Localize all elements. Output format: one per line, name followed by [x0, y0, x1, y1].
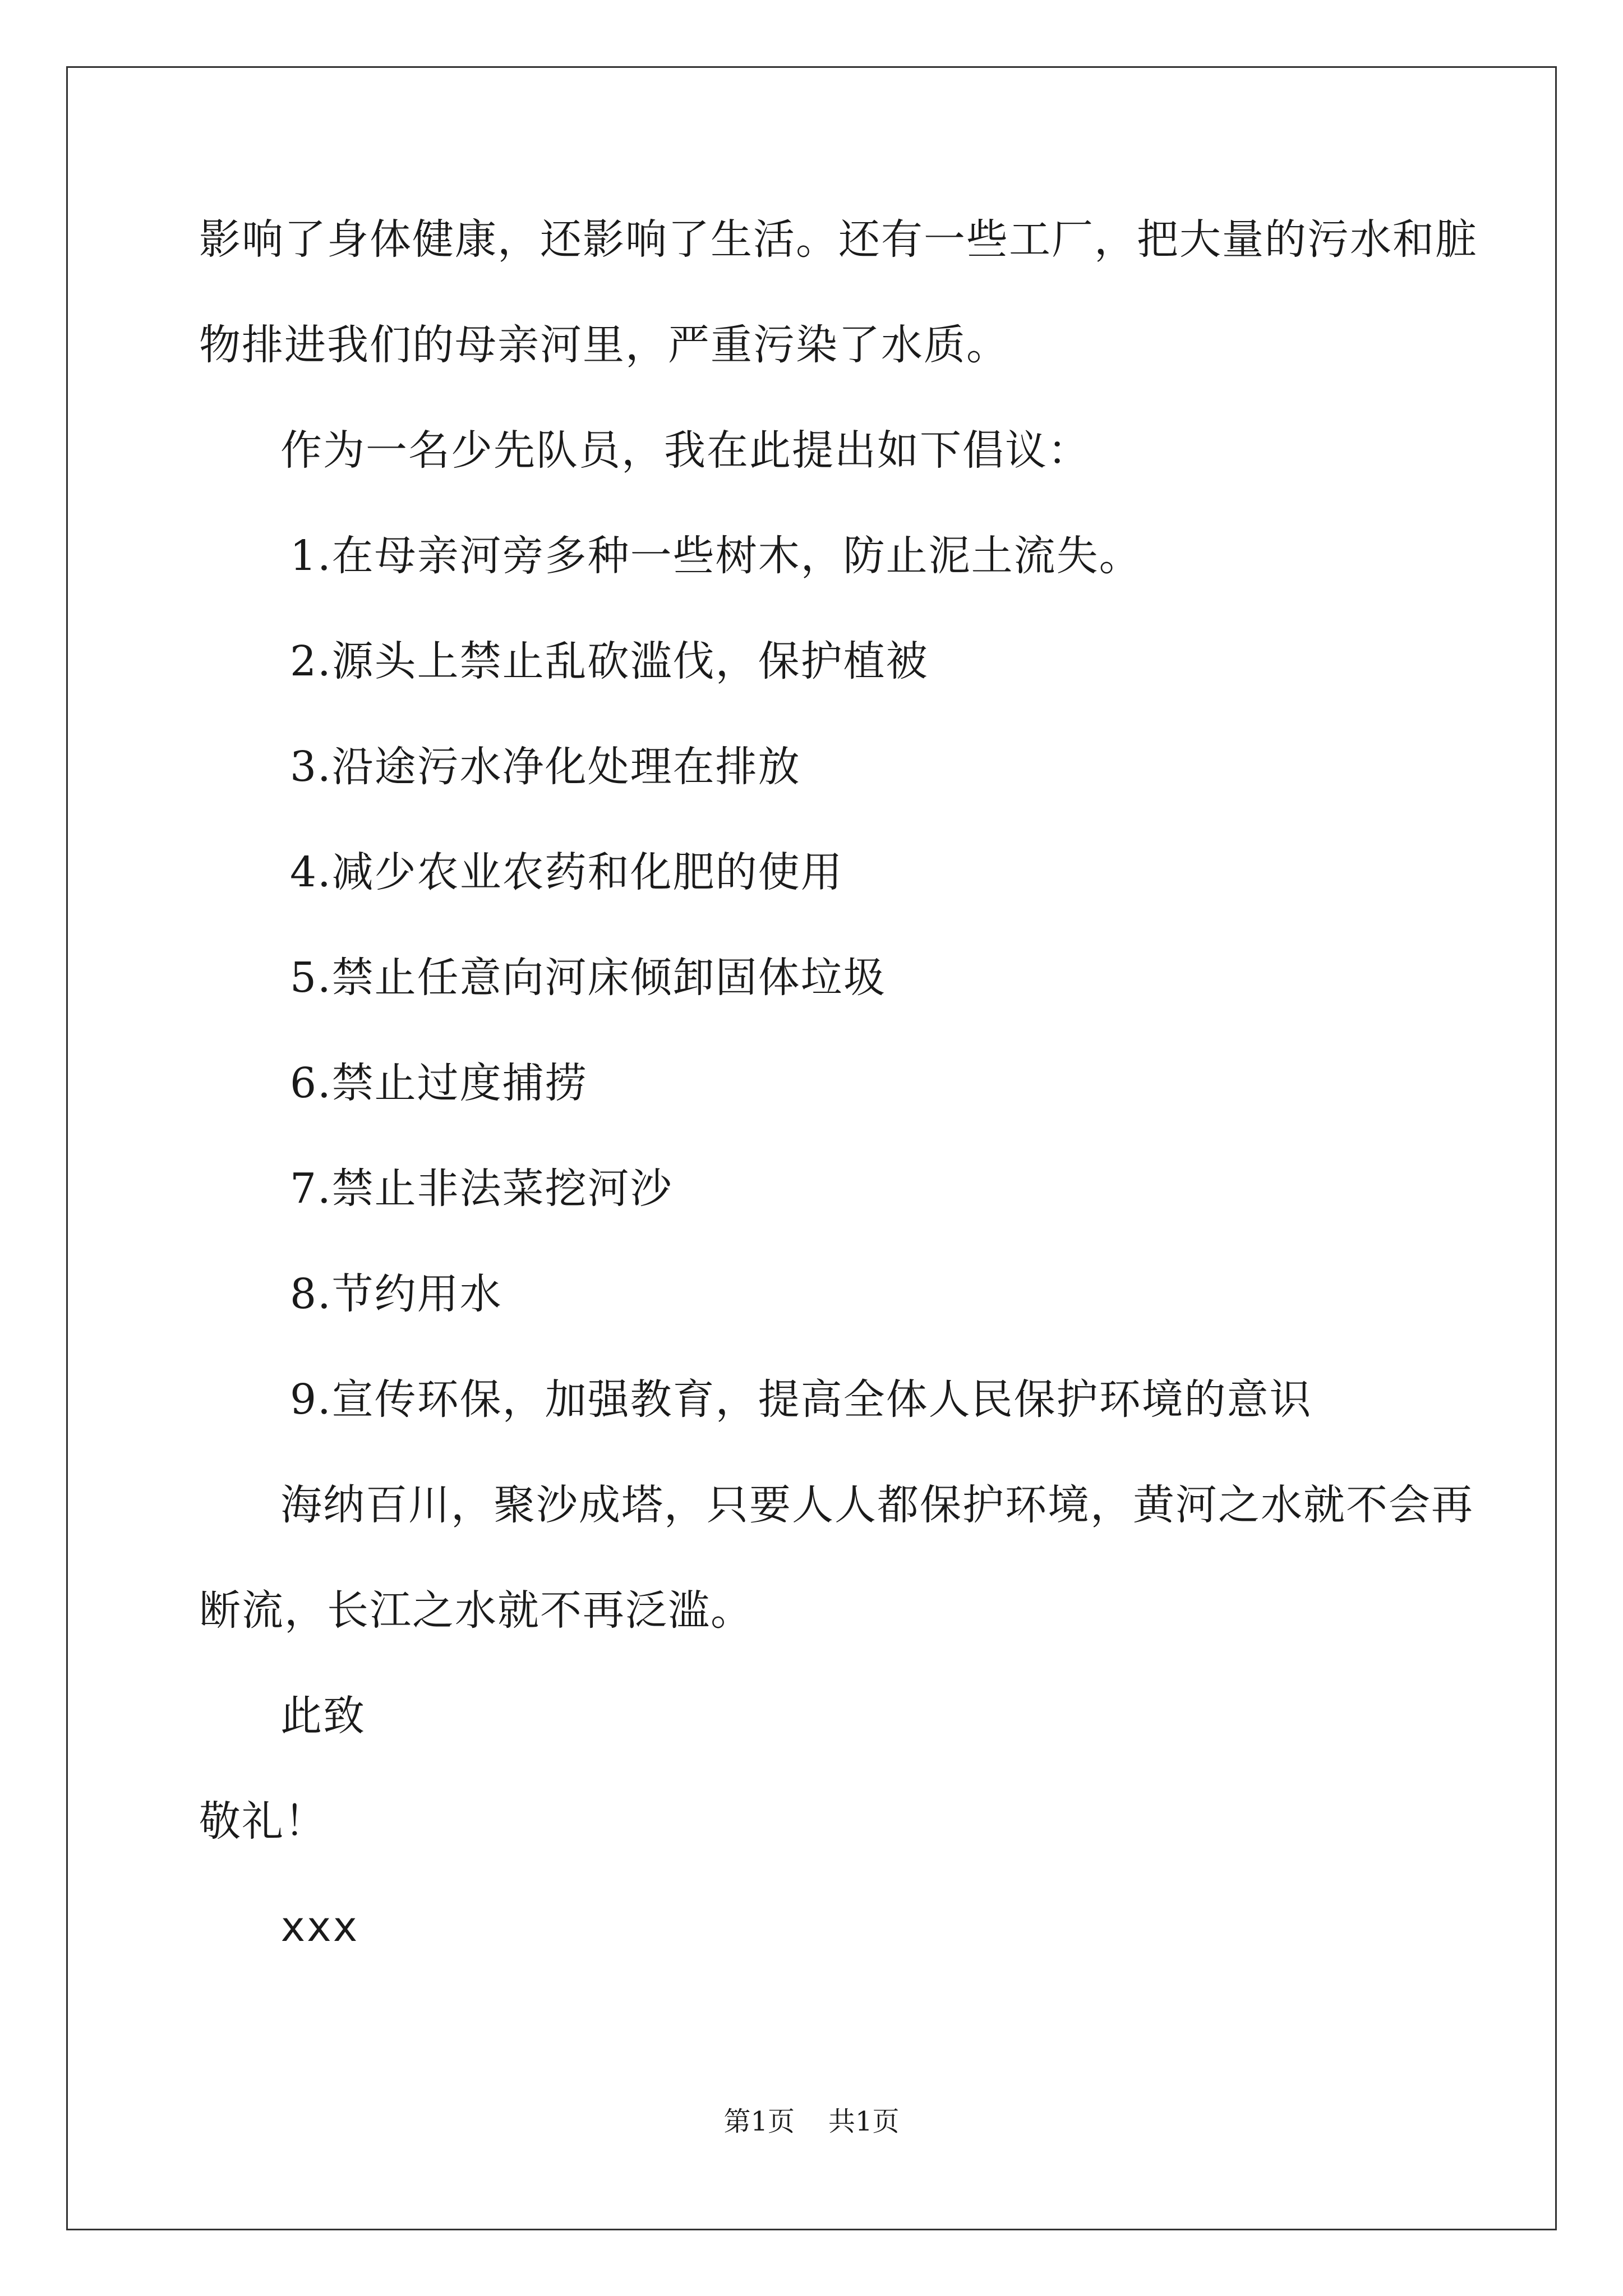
page-total: 共1页: [828, 2106, 900, 2137]
paragraph-line: 物排进我们的母亲河里，严重污染了水质。: [199, 321, 1009, 369]
page-number: 第1页: [723, 2106, 795, 2137]
paragraph-line: 影响了身体健康，还影响了生活。还有一些工厂，把大量的污水和脏: [199, 215, 1478, 264]
list-item: 8.节约用水: [290, 1270, 502, 1318]
page-footer: [0, 2105, 1623, 2138]
list-item: 7.禁止非法菜挖河沙: [290, 1165, 673, 1213]
list-item: 2.源头上禁止乱砍滥伐，保护植被: [290, 637, 929, 685]
regards: 敬礼！: [199, 1797, 327, 1846]
list-item: 3.沿途污水净化处理在排放: [290, 743, 801, 791]
signature: xxx: [280, 1903, 359, 1951]
list-item: 9.宣传环保，加强教育，提高全体人民保护环境的意识: [290, 1375, 1312, 1424]
list-item: 4.减少农业农药和化肥的使用: [290, 848, 843, 896]
intro-paragraph: 作为一名少先队员，我在此提出如下倡议：: [280, 426, 1090, 475]
closing-paragraph-line: 断流，长江之水就不再泛滥。: [199, 1586, 753, 1635]
salutation: 此致: [280, 1692, 366, 1740]
list-item: 6.禁止过度捕捞: [290, 1059, 588, 1107]
document-body: [199, 213, 1478, 2006]
list-item: 1.在母亲河旁多种一些树木，防止泥土流失。: [290, 532, 1142, 580]
list-item: 5.禁止任意向河床倾卸固体垃圾: [290, 954, 886, 1002]
closing-paragraph-line: 海纳百川，聚沙成塔，只要人人都保护环境，黄河之水就不会再: [280, 1481, 1474, 1529]
